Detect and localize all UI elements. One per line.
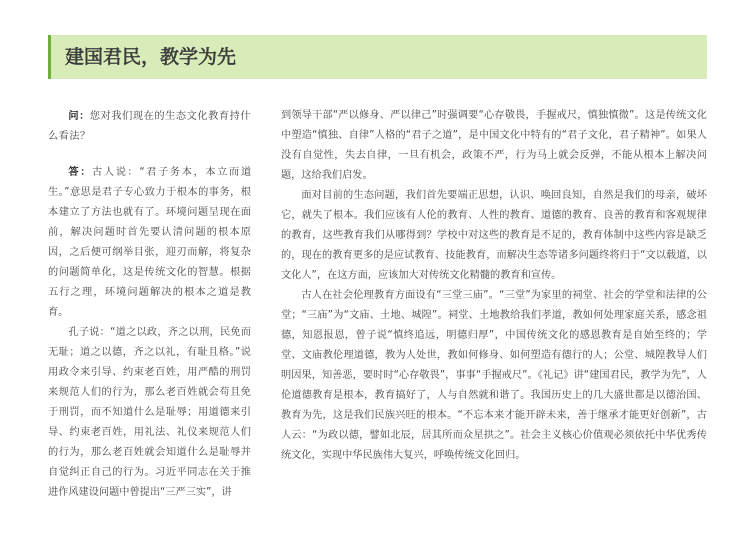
spacer xyxy=(48,147,251,163)
question-label: 问： xyxy=(68,110,90,122)
left-column xyxy=(48,106,251,503)
answer-text-1: 古人说：“君子务本，本立而道生。”意思是君子专心致力于根本的事务，根本建立了方法也就有了。环境问题呈现在面前，解决问题时首先要认清问题的根本原因，之后便可纲举目张，迎刃而解，将复杂的问题简单化，这是传统文化的智慧。根据五行之理，环境问题解决的根本之道是教育。 xyxy=(48,167,252,318)
answer-paragraph-4: 古人在社会伦理教育方面设有“三堂三庙”。“三堂”为家里的祠堂、社会的学堂和法律的公堂；“三庙”为“文庙、土地、城隍”。祠堂、土地教给我们孝道，教如何处理家庭关系，感念祖德，知恩报恩，曾子说“慎终追远，明德归厚”，中国传统文化的感恩教育是自始至终的；学堂、文庙教伦理道德，教为人处世，教如何修身、如何塑造有德行的人；公堂、城隍教导人们明因果，知善恶，要时时“心存敬畏”，事事“手握戒尺”。《礼记》讲“建国君民，教学为先”，人伦道德教育是根本，教育搞好了，人与自然就和谐了。我国历史上的几大盛世都是以德治国、教育为先，这是我们民族兴旺的根本。“不忘本来才能开辟未来，善于继承才能更好创新”，古人云：“为政以德，譬如北辰，居其所而众星拱之”。社会主义核心价值观必须依托中华优秀传统文化，实现中华民族伟大复兴，呼唤传统文化回归。 xyxy=(281,290,707,461)
title-banner xyxy=(48,35,707,79)
answer-label: 答： xyxy=(68,167,93,178)
question-text: 您对我们现在的生态文化教育持什么看法？ xyxy=(48,111,252,142)
question-paragraph xyxy=(48,106,251,147)
answer-paragraph-1 xyxy=(48,163,251,323)
article-title: 建国君民，教学为先 xyxy=(65,46,237,68)
right-column xyxy=(281,106,707,466)
answer-paragraph-3: 面对目前的生态问题，我们首先要端正思想，认识、唤回良知，自然是我们的母亲，破坏它，就失了根本。我们应该有人伦的教育、人性的教育、道德的教育、良善的教育和客观规律的教育，这些教育我们从哪得到？学校中对这些的教育是不足的，教育体制中这些内容是缺乏的，现在的教育更多的是应试教育、技能教育，而解决生态等诸多问题终将归于“文以载道，以文化人”，在这方面，应该加大对传统文化精髓的教育和宣传。 xyxy=(281,190,707,281)
answer-paragraph-2-continued: 到领导干部“严以修身、严以律己”时强调要“心存敬畏，手握戒尺，慎独慎微”。这是传统文化中塑造“慎独、自律”人格的“君子之道”，是中国文化中特有的“君子文化，君子精神”。如果人没有自觉性，失去自律，一旦有机会，政策不严，行为马上就会反弹，不能从根本上解决问题，这给我们启发。 xyxy=(281,110,707,181)
answer-paragraph-2: 孔子说：“道之以政，齐之以刑，民免而无耻；道之以德，齐之以礼，有耻且格。”说用政令来引导、约束老百姓，用严酷的刑罚来规范人们的行为，那么老百姓就会苟且免于刑罚，而不知道什么是耻辱；用道德来引导、约束老百姓，用礼法、礼仪来规范人们的行为，那么老百姓就会知道什么是耻辱并自觉纠正自己的行为。习近平同志在关于推进作风建设问题中曾提出“三严三实”，讲 xyxy=(48,327,251,498)
